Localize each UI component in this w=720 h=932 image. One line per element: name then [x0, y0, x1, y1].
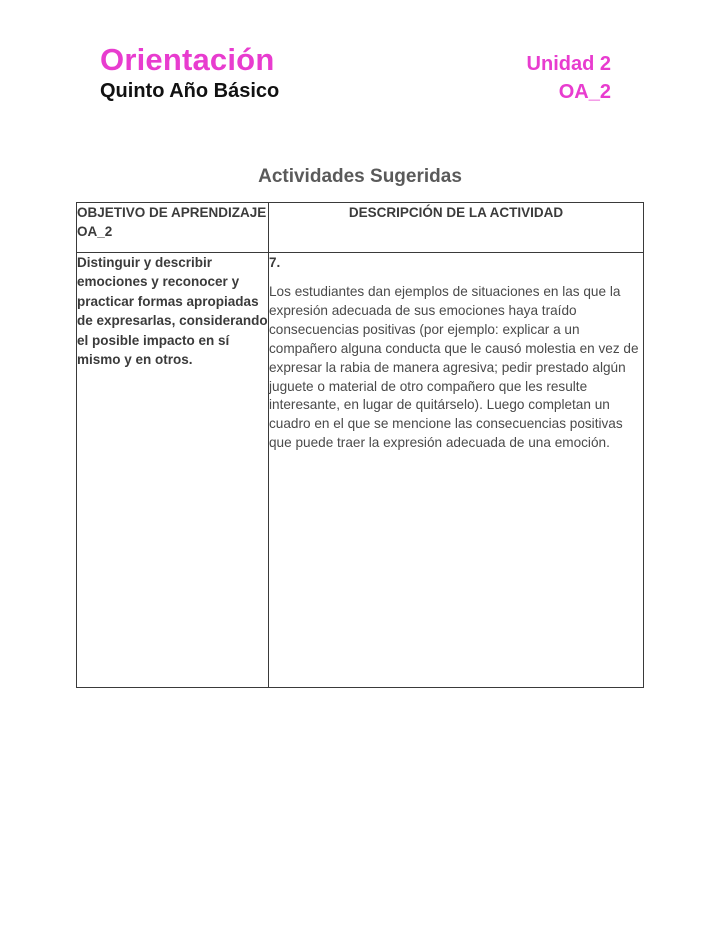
unit-label: Unidad 2: [526, 53, 611, 75]
table-row: [77, 253, 644, 688]
objective-cell: Distinguir y describir emociones y reconocer y practicar formas apropiadas de expresarlas, considerando el posible impacto en sí mismo y en otros.: [77, 253, 269, 688]
grade-subtitle: Quinto Año Básico: [100, 80, 280, 102]
table-header-row: [77, 203, 644, 253]
activity-text: Los estudiantes dan ejemplos de situaciones en las que la expresión adecuada de sus emociones haya traído consecuencias positivas (por ejemplo: explicar a un compañero alguna conducta que le causó molestia en vez de expresar la rabia de manera agresiva; pedir prestado algún juguete o material de otro compañero que les resulte interesante, en lugar de quitárselo). Luego completan un cuadro en el que se mencione las consecuencias positivas que puede traer la expresión adecuada de una emoción.: [269, 284, 639, 451]
section-title: Actividades Sugeridas: [258, 166, 462, 187]
column-header-objective: OBJETIVO DE APRENDIZAJE OA_2: [77, 203, 269, 253]
subject-title: Orientación: [100, 42, 275, 77]
objective-code-label: OA_2: [558, 81, 611, 103]
column-header-description: DESCRIPCIÓN DE LA ACTIVIDAD: [269, 203, 644, 253]
activity-number: 7.: [269, 255, 281, 270]
description-cell: [269, 253, 644, 688]
activities-table: [76, 202, 644, 688]
